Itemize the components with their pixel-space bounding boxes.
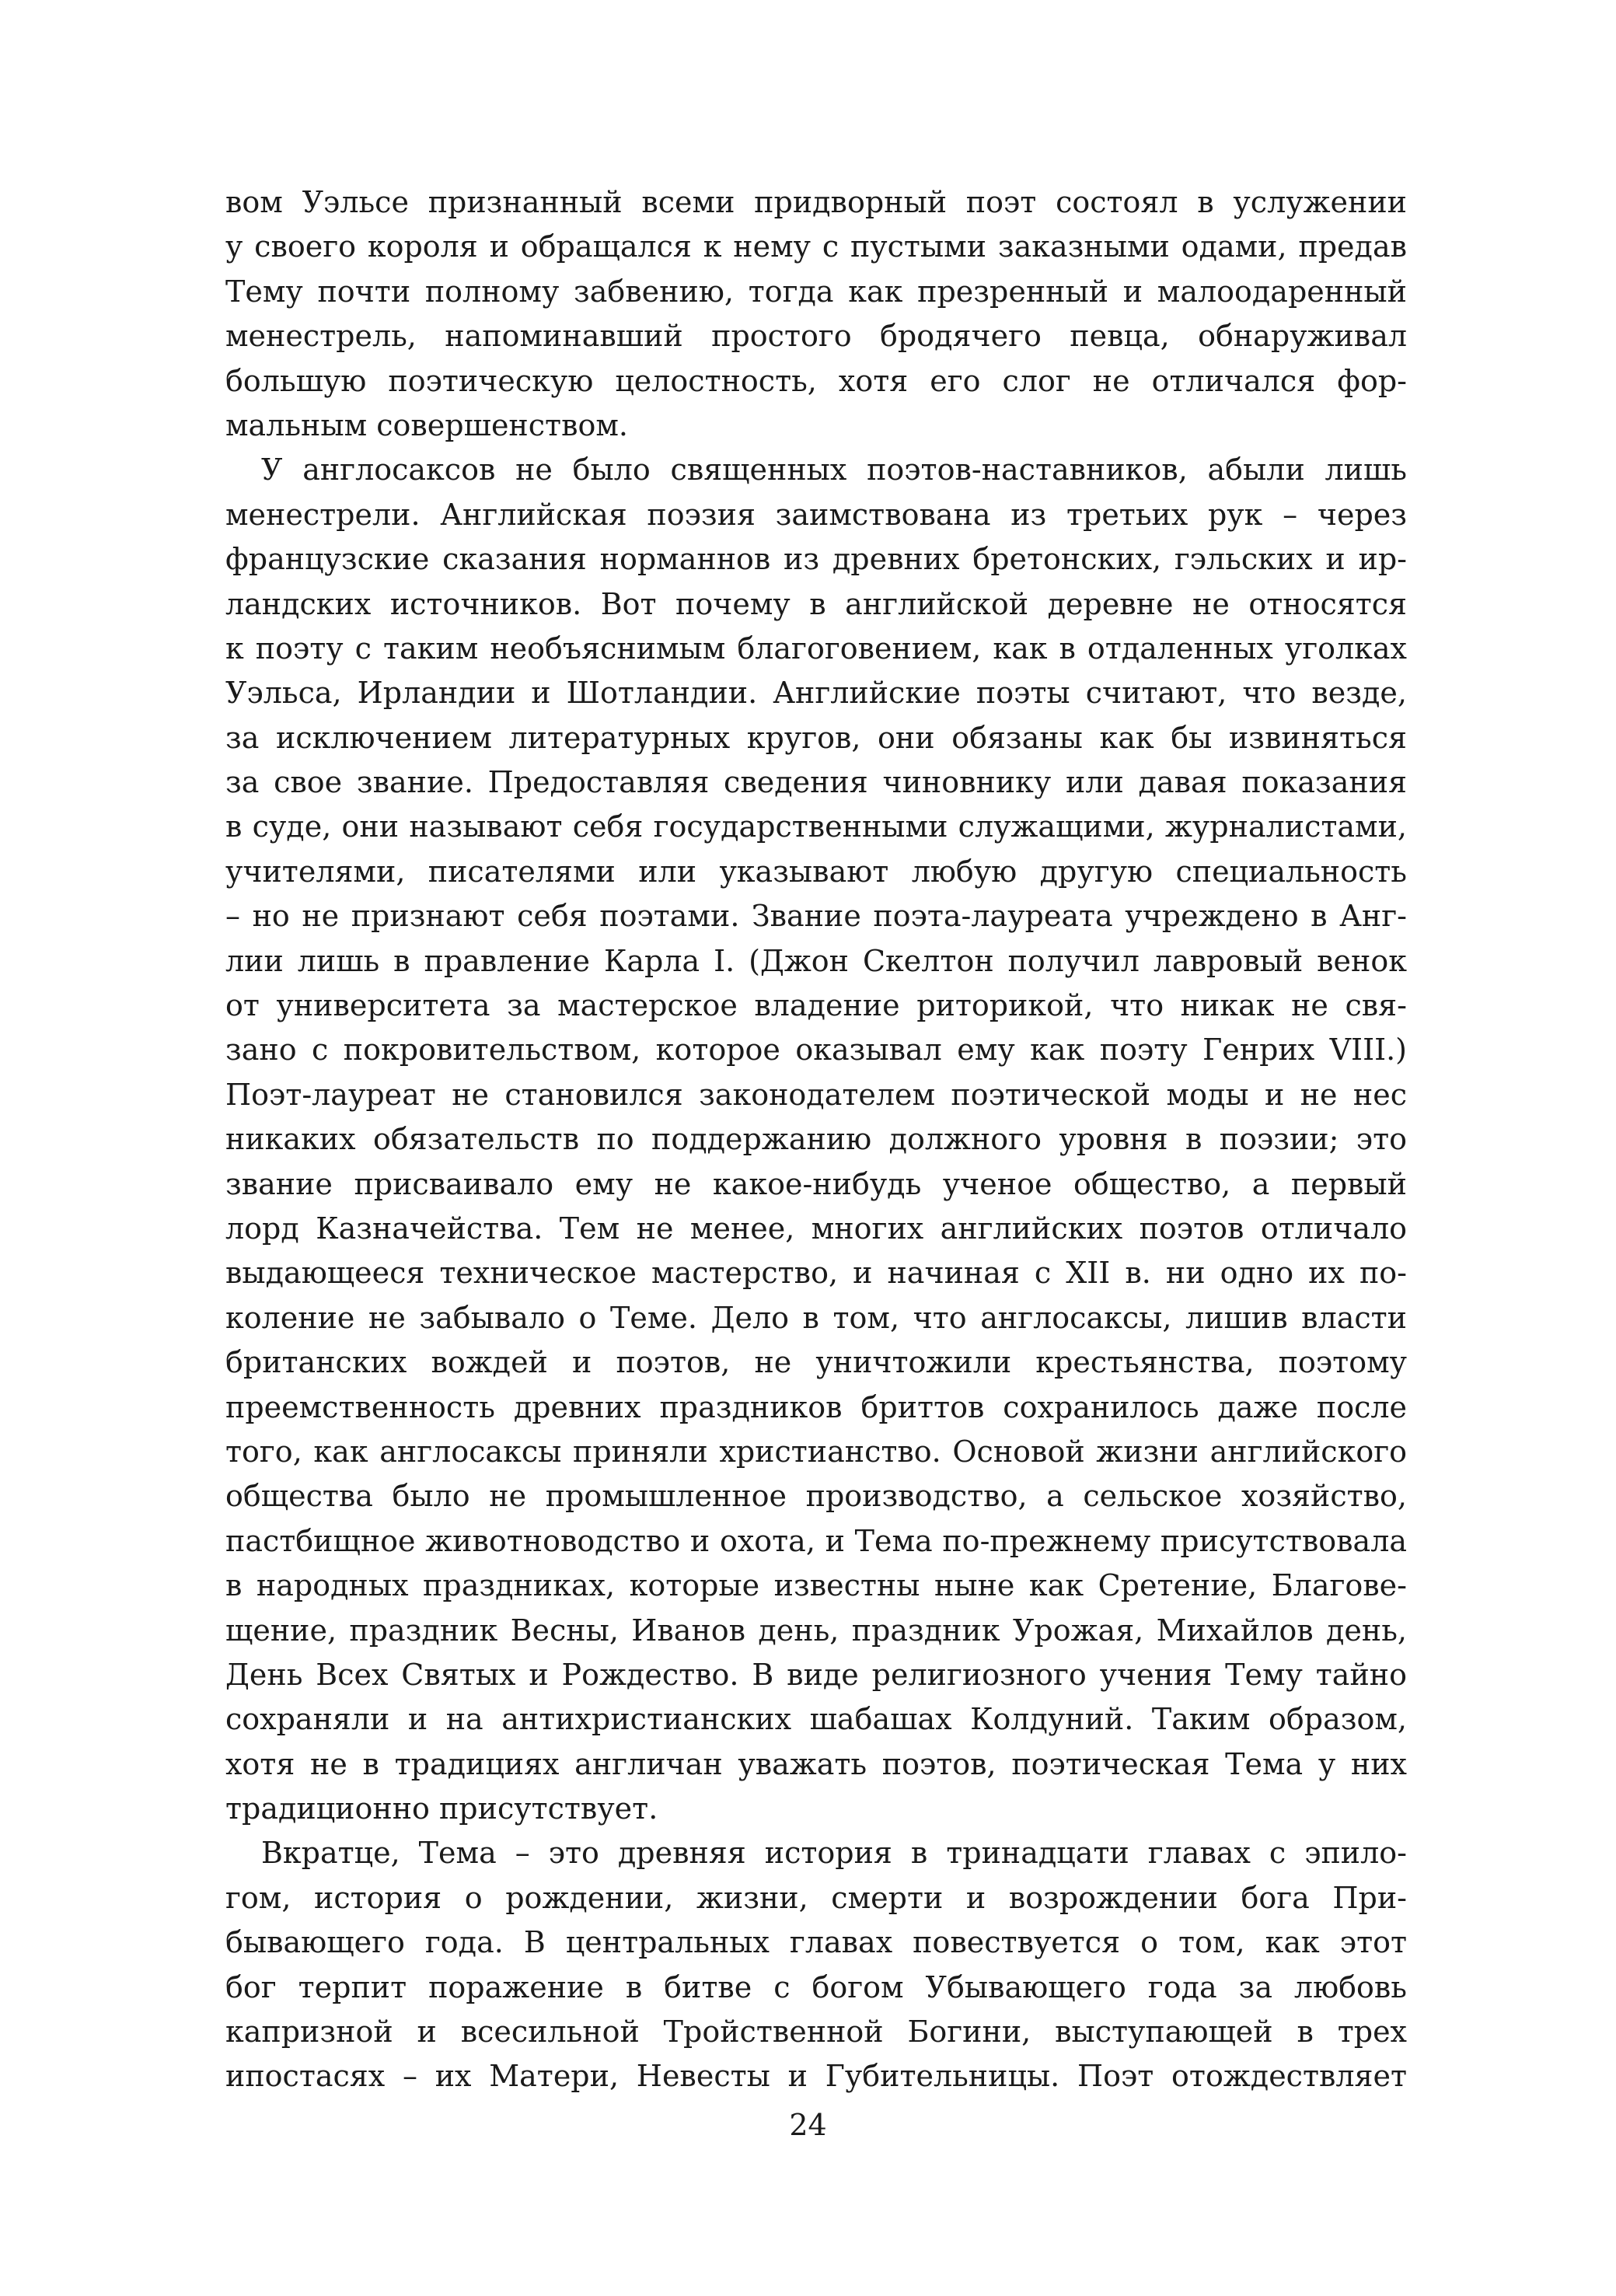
- text-line: У англосаксов не было священных поэтов-наставников, абыли лишь: [261, 453, 1407, 488]
- text-line: традиционно присутствует.: [225, 1791, 658, 1826]
- text-line: ипостасях – их Матери, Невесты и Губительницы. Поэт отождествляет: [225, 2059, 1407, 2094]
- text-line: щение, праздник Весны, Иванов день, праздник Урожая, Михайлов день,: [225, 1613, 1407, 1648]
- text-line: в народных праздниках, которые известны ныне как Сретение, Благове-: [225, 1568, 1407, 1603]
- text-line: бог терпит поражение в битве с богом Убывающего года за любовь: [225, 1969, 1407, 2004]
- text-line: менестрели. Английская поэзия заимствована из третьих рук – через: [225, 497, 1407, 532]
- text-line: лии лишь в правление Карла I. (Джон Скелтон получил лавровый венок: [225, 943, 1407, 978]
- text-line: лорд Казначейства. Тем не менее, многих английских поэтов отличало: [225, 1211, 1407, 1246]
- text-line: того, как англосаксы приняли христианство. Основой жизни английского: [225, 1434, 1407, 1469]
- text-line: звание присваивало ему не какое-нибудь ученое общество, а первый: [225, 1166, 1407, 1201]
- text-line: менестрель, напоминавший простого бродячего певца, обнаруживал: [225, 319, 1407, 354]
- text-line: мальным совершенством.: [225, 407, 628, 442]
- text-line: Поэт-лауреат не становился законодателем поэтической моды и не нес: [225, 1077, 1407, 1112]
- text-line: Вкратце, Тема – это древняя история в тринадцати главах с эпило-: [261, 1836, 1407, 1871]
- text-line: большую поэтическую целостность, хотя его слог не отличался фор-: [225, 363, 1407, 398]
- text-line: гом, история о рождении, жизни, смерти и возрождении бога При-: [225, 1880, 1407, 1915]
- text-line: капризной и всесильной Тройственной Богини, выступающей в трех: [225, 2015, 1407, 2050]
- text-line: за исключением литературных кругов, они обязаны как бы извиняться: [225, 720, 1407, 755]
- page-number: 24: [789, 2108, 827, 2142]
- text-line: британских вождей и поэтов, не уничтожили крестьянства, поэтому: [225, 1345, 1407, 1380]
- body-text: [225, 180, 1407, 2099]
- text-line: Тему почти полному забвению, тогда как презренный и малоодаренный: [225, 274, 1407, 309]
- text-line: коление не забывало о Теме. Дело в том, что англосаксы, лишив власти: [225, 1300, 1407, 1335]
- text-line: пастбищное животноводство и охота, и Тема по-прежнему присутствовала: [225, 1523, 1407, 1558]
- text-line: Уэльса, Ирландии и Шотландии. Английские поэты считают, что везде,: [225, 676, 1407, 711]
- text-line: в суде, они называют себя государственными служащими, журналистами,: [225, 809, 1407, 844]
- text-line: сохраняли и на антихристианских шабашах Колдуний. Таким образом,: [225, 1702, 1407, 1737]
- text-line: за свое звание. Предоставляя сведения чиновнику или давая показания: [225, 765, 1407, 800]
- text-line: у своего короля и обращался к нему с пустыми заказными одами, предав: [225, 229, 1407, 264]
- text-line: преемственность древних праздников бриттов сохранилось даже после: [225, 1389, 1407, 1424]
- text-line: от университета за мастерское владение риторикой, что никак не свя-: [225, 988, 1407, 1023]
- text-line: никаких обязательств по поддержанию должного уровня в поэзии; это: [225, 1122, 1407, 1157]
- text-line: бывающего года. В центральных главах повествуется о том, как этот: [225, 1925, 1407, 1960]
- text-line: – но не признают себя поэтами. Звание поэта-лауреата учреждено в Анг-: [225, 899, 1407, 934]
- text-line: выдающееся техническое мастерство, и начиная с XII в. ни одно их по-: [225, 1256, 1407, 1291]
- text-line: зано с покровительством, которое оказывал ему как поэту Генрих VIII.): [225, 1033, 1407, 1068]
- text-line: учителями, писателями или указывают любую другую специальность: [225, 854, 1407, 889]
- text-line: французские сказания норманнов из древних бретонских, гэльских и ир-: [225, 542, 1407, 577]
- text-line: общества было не промышленное производство, а сельское хозяйство,: [225, 1479, 1407, 1514]
- text-line: ландских источников. Вот почему в английской деревне не относятся: [225, 586, 1407, 621]
- text-line: к поэту с таким необъяснимым благоговением, как в отдаленных уголках: [225, 631, 1407, 666]
- text-line: вом Уэльсе признанный всеми придворный поэт состоял в услужении: [225, 185, 1407, 219]
- text-line: День Всех Святых и Рождество. В виде религиозного учения Тему тайно: [225, 1657, 1407, 1692]
- text-line: хотя не в традициях англичан уважать поэтов, поэтическая Тема у них: [225, 1746, 1407, 1781]
